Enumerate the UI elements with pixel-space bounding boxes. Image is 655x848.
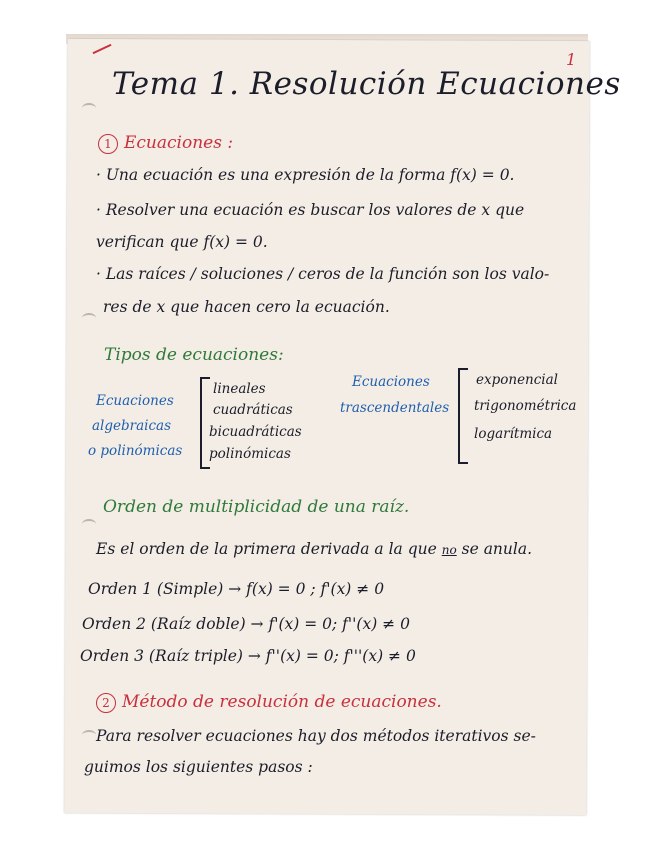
section-2-text-line-1: Para resolver ecuaciones hay dos métodos iterativos se- bbox=[96, 727, 536, 745]
transcendental-type-2: trigonométrica bbox=[474, 398, 577, 414]
definition-no: no bbox=[441, 543, 457, 557]
algebraic-type-1: lineales bbox=[213, 381, 266, 397]
section-2-text-line-2: guimos los siguientes pasos : bbox=[84, 758, 313, 776]
transcendental-label-line-2: trascendentales bbox=[340, 400, 450, 416]
transcendental-type-3: logarítmica bbox=[474, 426, 553, 442]
bullet-1: · Una ecuación es una expresión de la forma f(x) = 0. bbox=[96, 166, 515, 184]
punch-hole bbox=[82, 519, 96, 529]
bullet-2: · Resolver una ecuación es buscar los valores de x que bbox=[96, 201, 525, 219]
bullet-2-continued: verifican que f(x) = 0. bbox=[96, 233, 268, 251]
order-row-1: Orden 1 (Simple) → f(x) = 0 ; f'(x) ≠ 0 bbox=[88, 580, 385, 598]
section-1-heading bbox=[98, 133, 233, 154]
punch-hole bbox=[82, 730, 96, 740]
bullet-3-continued: res de x que hacen cero la ecuación. bbox=[103, 298, 390, 316]
transcendental-label-line-1: Ecuaciones bbox=[352, 374, 430, 390]
definition-text-end: se anula. bbox=[461, 540, 533, 558]
page-title: Tema 1. Resolución Ecuaciones bbox=[112, 66, 621, 102]
order-row-2: Orden 2 (Raíz doble) → f'(x) = 0; f''(x) ≠ 0 bbox=[82, 615, 410, 633]
bullet-3: · Las raíces / soluciones / ceros de la función son los valo- bbox=[96, 265, 550, 283]
transcendental-type-1: exponencial bbox=[476, 372, 558, 388]
punch-hole bbox=[82, 103, 96, 113]
section-2-heading bbox=[96, 692, 442, 713]
section-2-title: Método de resolución de ecuaciones. bbox=[122, 692, 442, 712]
algebraic-label-line-1: Ecuaciones bbox=[96, 393, 174, 409]
section-1-title: Ecuaciones : bbox=[124, 133, 234, 153]
multiplicity-definition bbox=[96, 540, 532, 558]
section-number-badge: 2 bbox=[96, 693, 116, 713]
definition-text-start: Es el orden de la primera derivada a la que bbox=[96, 540, 437, 558]
types-heading: Tipos de ecuaciones: bbox=[104, 345, 284, 365]
algebraic-type-2: cuadráticas bbox=[213, 402, 293, 418]
page-number: 1 bbox=[566, 50, 577, 69]
transcendental-bracket bbox=[458, 368, 468, 464]
algebraic-label-line-2: algebraicas bbox=[92, 418, 171, 434]
order-row-3: Orden 3 (Raíz triple) → f''(x) = 0; f'''(x) ≠ 0 bbox=[80, 647, 416, 665]
section-number-badge: 1 bbox=[98, 134, 118, 154]
multiplicity-heading: Orden de multiplicidad de una raíz. bbox=[103, 497, 410, 517]
algebraic-type-4: polinómicas bbox=[209, 446, 291, 462]
algebraic-type-3: bicuadráticas bbox=[209, 424, 302, 440]
algebraic-label-line-3: o polinómicas bbox=[88, 443, 183, 459]
punch-hole bbox=[82, 313, 96, 323]
